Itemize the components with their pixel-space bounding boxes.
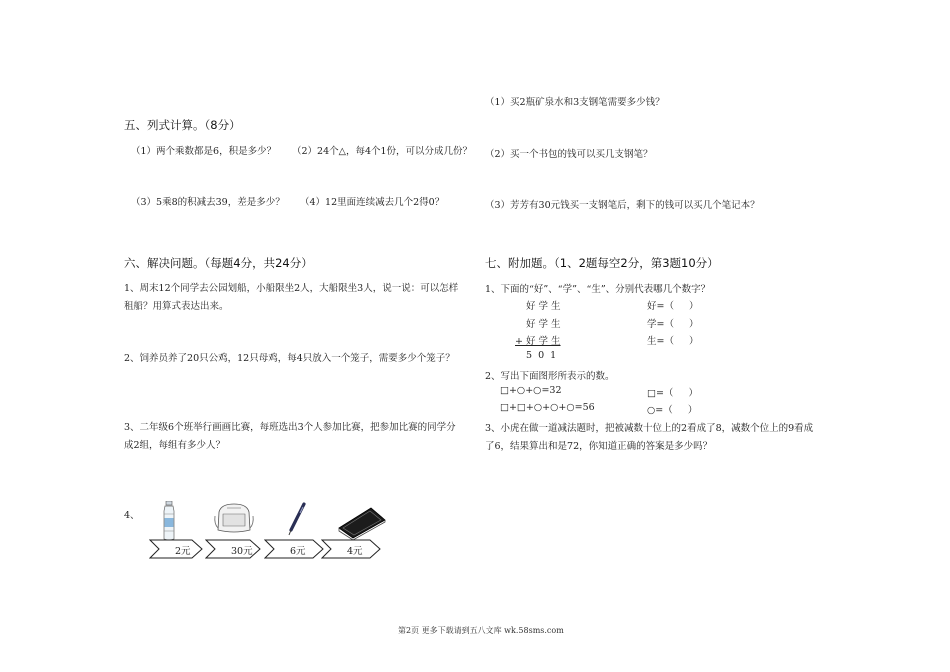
price-label-pen: 6元 (290, 546, 306, 557)
addition-row1: 好 学 生 (526, 301, 561, 312)
answer-sheng: 生=（ ） (647, 336, 699, 347)
section7-title: 七、附加题。（1、2题每空2分，第3题10分） (485, 256, 719, 270)
answer-hao: 好=（ ） (647, 301, 699, 312)
section5-q1: （1）两个乘数都是6，积是多少？ (131, 146, 277, 157)
price-tag-water (149, 539, 203, 559)
water-bottle-image (161, 501, 177, 541)
section6-q2: 2、饲养员养了20只公鸡，12只母鸡，每4只放入一个笼子，需要多少个笼子？ (124, 353, 455, 364)
section7-q2: 2、写出下面图形所表示的数。 (485, 371, 615, 382)
section6-q3-line1: 3、二年级6个班举行画画比赛，每班选出3个人参加比赛，把参加比赛的同学分 (124, 422, 456, 433)
page-footer: 第2页 更多下载请到五八文库 wk.58sms.com (398, 626, 564, 635)
section6-q4-label: 4、 (124, 510, 140, 521)
price-tag-backpack (205, 539, 261, 559)
price-label-water: 2元 (175, 546, 191, 557)
section7-q3-line1: 3、小虎在做一道减法题时，把被减数十位上的2看成了8，减数个位上的9看成 (485, 423, 814, 434)
answer-xue: 学=（ ） (647, 319, 699, 330)
section6-title: 六、解决问题。（每题4分，共24分） (124, 256, 313, 270)
shape-equation-1: □+○+○=32 (500, 385, 562, 396)
notebook-image (337, 506, 387, 540)
section5-title: 五、列式计算。（8分） (124, 118, 241, 132)
section6-q3-line2: 成2组，每组有多少人？ (124, 440, 226, 451)
section6-q1-line2: 租船？用算式表达出来。 (124, 301, 229, 312)
section7-q1: 1、下面的“好”、“学”、“生”、分别代表哪几个数字？ (485, 284, 711, 295)
right-q1: （1）买2瓶矿泉水和3支钢笔需要多少钱？ (485, 97, 665, 108)
addition-row3: + 好 学 生 (515, 336, 561, 347)
right-q3: （3）芳芳有30元钱买一支钢笔后，剩下的钱可以买几个笔记本？ (485, 200, 760, 211)
section6-q1-line1: 1、周末12个同学去公园划船，小船限坐2人，大船限坐3人，说一说：可以怎样 (124, 283, 459, 294)
price-tag-pen (264, 539, 324, 559)
section5-q4: （4）12里面连续减去几个2得0？ (300, 197, 445, 208)
addition-row2: 好 学 生 (526, 319, 561, 330)
section5-q3: （3）5乘8的积减去39，差是多少？ (131, 197, 285, 208)
addition-result: 5 0 1 (526, 350, 557, 361)
price-label-notebook: 4元 (347, 546, 363, 557)
pen-image (287, 502, 307, 536)
price-label-backpack: 30元 (231, 546, 253, 557)
shape-equation-2: □+□+○+○+○=56 (500, 402, 595, 413)
section5-q2: （2）24个△，每4个1份，可以分成几份？ (292, 146, 473, 157)
price-tag-notebook (321, 539, 381, 559)
answer-circle: ○=（ ） (647, 405, 698, 416)
right-q2: （2）买一个书包的钱可以买几支钢笔？ (485, 149, 653, 160)
answer-square: □=（ ） (647, 388, 699, 399)
backpack-image (213, 502, 255, 534)
section7-q3-line2: 了6，结果算出和是72，你知道正确的答案是多少吗？ (485, 441, 713, 452)
